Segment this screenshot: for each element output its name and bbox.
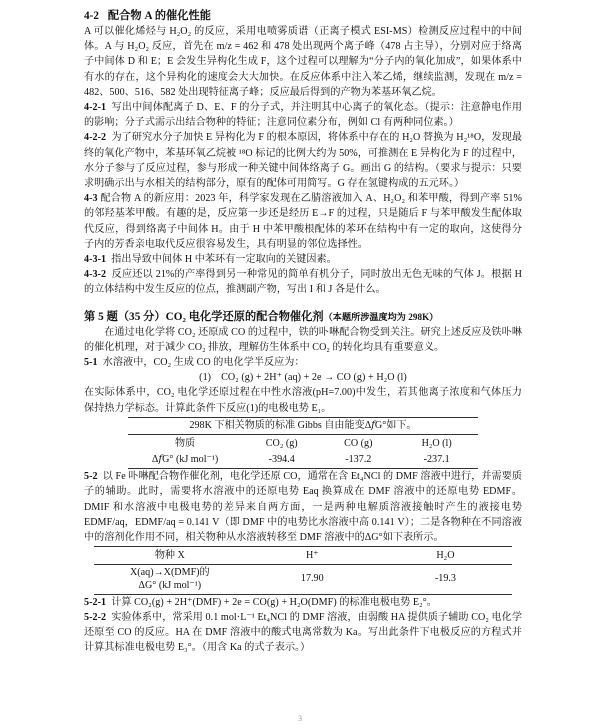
table1-caption: 298K 下相关物质的标准 Gibbs 自由能变Δ𝑓G°如下。 [128,417,478,434]
table-header-row [94,547,512,564]
table2-value-1: -19.3 [379,564,512,594]
gibbs-energy-table [128,417,478,469]
table1-header-0: 物质 [128,435,242,452]
item-number-4-2-1: 4-2-1 [84,102,107,114]
item-number-5-1: 5-1 [84,357,98,369]
solvation-energy-table [94,546,512,594]
table-caption-row [128,417,478,434]
paragraph-5-1-lead [84,355,522,370]
equation-1-body: CO₂ (g) + 2H⁺ (aq) + 2e → CO (g) + H₂O (l) [221,372,407,384]
paragraph-5-2-1 [84,595,522,610]
table1-value-0: -394.4 [242,452,321,469]
item-number-4-2-2: 4-2-2 [84,132,107,144]
paragraph-4-3-2 [84,267,522,297]
paragraph-5-2 [84,469,522,545]
table1-header-2: CO (g) [321,435,395,452]
item-text-4-2-2: 为了研究水分子加快 E 异构化为 F 的根本原因，将体系中存在的 H₂O 替换为 H₂¹⁸O，发现最终的氧化产物中，苯基环氧乙烷被 ¹⁸O 标记的比例大约为 50%，可推测在 E 异构化为 F 的过程中，水分子参与了反应过程，参与形成一种关键中间体络离子 G。画出 G 的结构。（要求与提示：只要求明确示出与水相关的结构部分，原有的配体可用简写。G 存在氢键构成的五元环。） [84,132,523,190]
equation-1-label: (1) [199,372,212,384]
page-number: 3 [298,714,302,723]
section-title: 配合物 A 的催化性能 [107,10,212,22]
paragraph-5-2-2 [84,610,522,656]
item-number-5-2: 5-2 [84,471,98,483]
table1-header-1: CO₂ (g) [242,435,321,452]
question-5-title: 第 5 题（35 分）CO₂ 电化学还原的配合物催化剂 [84,310,324,323]
question-5-note: （本题所涉温度均为 298K） [323,311,439,322]
table-row [94,564,512,594]
section-number: 4-2 [84,10,100,22]
item-number-4-3: 4-3 [84,193,98,205]
item-text-5-2-2: 实验体系中，常采用 0.1 mol·L⁻¹ Et₄NCl 的 DMF 溶液，由弱酸 HA 提供质子辅助 CO₂ 电化学还原至 CO 的反应。HA 在 DMF 溶液中的酸式电离常数为 Ka。写出此条件下电极反应的方程式并计算其标准电极电势 E₃°。（用含 Ka 的式子表示。） [84,611,522,654]
item-text-4-3: 配合物 A 的新应用：2023 年，科学家发现在乙腈溶液加入 A、H₂O₂ 和苯甲酸，得到产率 51%的邻羟基苯甲酸。有趣的是，反应第一步还是经历 E→F 的过程，只是随后 F 与苯甲酸发生配体取代反应，得到络离子中间体 H。由于 H 中苯甲酸根配体的苯环在结构中有一定的取向，这使得分子内的芳香亲电取代反应很容易发生，具有明显的邻位选择性。 [84,193,522,250]
item-number-4-3-1: 4-3-1 [84,254,107,266]
table2-row-label [94,564,246,594]
equation-1 [84,370,522,385]
table-row [128,452,478,469]
table1-value-2: -237.1 [395,452,478,469]
paragraph-4-3 [84,191,522,252]
table2-value-0: 17.90 [246,564,379,594]
table1-row-label: Δ𝑓G° (kJ mol⁻¹) [128,452,242,469]
paragraph-5-1-body: 在实际体系中，CO₂ 电化学还原过程在中性水溶液(pH=7.00)中发生，若其他离子浓度和气体压力保持热力学标态。计算此条件下反应(1)的电极电势 E₁。 [84,387,522,414]
table1-value-1: -137.2 [321,452,395,469]
paragraph-4-2-1 [84,100,522,130]
question-5-intro: 在通过电化学将 CO₂ 还原成 CO 的过程中，铁的卟啉配合物受到关注。研究上述反应及铁卟啉的催化机理，对于减少 CO₂ 排放，理解仿生体系中 CO₂ 的转化均具有重要意义。 [84,326,522,353]
item-text-4-3-2: 反应还以 21%的产率得到另一种常见的简单有机分子，同时放出无色无味的气体 J。根据 H 的立体结构中发生反应的位点，推测副产物，写出 I 和 J 各是什么。 [84,269,522,296]
question-5-heading [84,309,522,325]
item-text-5-1-lead: 水溶液中，CO₂ 生成 CO 的电化学半反应为： [102,357,305,369]
item-number-5-2-2: 5-2-2 [84,611,107,623]
table2-header-0: 物种 X [94,547,246,564]
item-number-5-2-1: 5-2-1 [84,596,107,608]
item-text-5-2: 以 Fe 卟啉配合物作催化剂，电化学还原 CO，通常在含 Et₄NCl 的 DMF 溶液中进行，并需要质子的辅助。此时，需要将水溶液中的还原电势 Eaq 换算成在 DMF 溶液中的还原电势 EDMF。DMIF 和水溶液中电极电势的差异来自两方面，一是两种电解质溶液接触时产生的液接电势 EDMF/aq，EDMF/aq = 0.141 V（即 DMF 中的电势比水溶液中高 0.141 V）；二是各物种在不同溶液中的溶剂化作用不同，相关物种从水溶液转移至 DMF 溶液中的ΔG°如下表所示。 [84,471,522,543]
table2-header-1: H⁺ [246,547,379,564]
table1-header-3: H₂O (l) [395,435,478,452]
paragraph-4-3-1 [84,252,522,267]
item-text-5-2-1: 计算 CO₂(g) + 2H⁺(DMF) + 2e = CO(g) + H₂O(DMF) 的标准电极电势 E₂°。 [111,596,437,608]
item-number-4-3-2: 4-3-2 [84,269,107,281]
section-heading-4-2 [84,8,522,24]
paragraph-4-2-2 [84,130,522,191]
table-header-row [128,435,478,452]
table2-row-label-line1: X(aq)→X(DMF)的 [130,567,210,579]
table2-header-2: H₂O [379,547,512,564]
item-text-4-2-1: 写出中间体配离子 D、E、F 的分子式，并注明其中心离子的氧化态。（提示：注意静电作用的影响；分子式需示出结合物种的特征；注意同位素分布，例如 Cl 有两种同位素。） [84,102,522,129]
paragraph-4-2-body: A 可以催化烯烃与 H₂O₂ 的反应，采用电喷雾质谱（正离子模式 ESI-MS）检测反应过程中的中间体。A 与 H₂O₂ 反应，首先在 m/z = 462 和 478 处出现两个离子峰（478 占主导），分别对应于络离子中间体 D 和 E；E 会发生异构化生成 F，这个过程可以理解为“分子内的氧化加成”，如果体系中有水的存在，这个异构化的速度会大大加快。在反应体系中注入苯乙烯，继续监测，发现在 m/z = 482、500、516、582 处出现特征离子峰；反应最后得到的产物为苯基环氧乙烷。 [84,26,522,98]
item-text-4-3-1: 指出导致中间体 H 中苯环有一定取向的关键因素。 [111,254,337,266]
table2-row-label-line2: ΔG° (kJ mol⁻¹) [138,580,202,592]
